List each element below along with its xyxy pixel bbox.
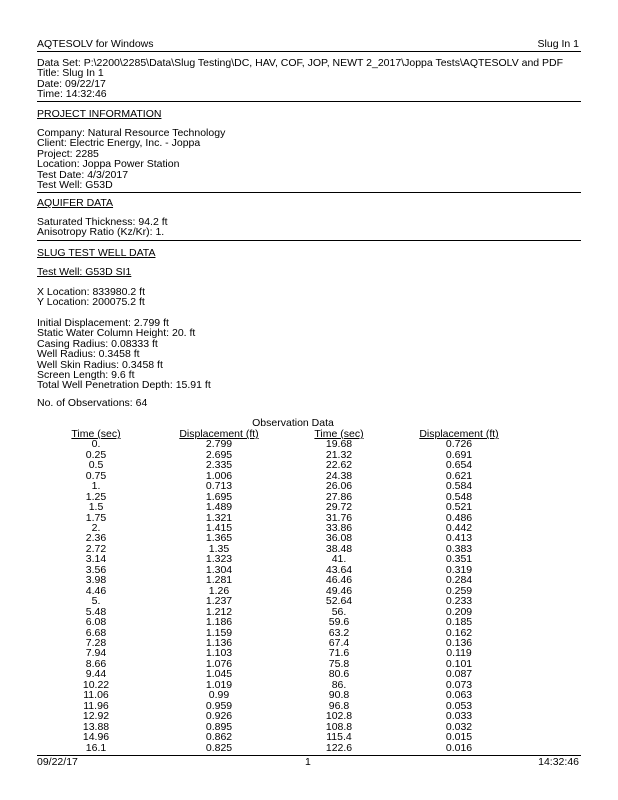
table-cell: 1.186 xyxy=(205,616,233,629)
project-rule xyxy=(37,192,581,193)
table-cell: 26.06 xyxy=(325,480,353,493)
slug-well-radius: Well Radius: 0.3458 ft xyxy=(37,348,140,361)
info-title: Title: Slug In 1 xyxy=(37,67,104,80)
table-cell: 96.8 xyxy=(328,699,350,712)
table-cell: 86. xyxy=(331,678,347,691)
project-section-title: PROJECT INFORMATION xyxy=(37,108,162,120)
table-cell: 0.136 xyxy=(445,637,473,650)
project-number: Project: 2285 xyxy=(37,147,99,160)
table-cell: 1.076 xyxy=(205,657,233,670)
table-cell: 56. xyxy=(331,605,347,618)
table-cell: 0.521 xyxy=(445,501,473,514)
table-cell: 21.32 xyxy=(325,448,353,461)
table-cell: 1.321 xyxy=(205,511,233,524)
table-cell: 1.006 xyxy=(205,469,233,482)
table-cell: 0.548 xyxy=(445,490,473,503)
table-cell: 0.621 xyxy=(445,469,473,482)
project-info xyxy=(37,128,225,190)
footer-page-number: 1 xyxy=(305,756,311,768)
project-company: Company: Natural Resource Technology xyxy=(37,127,226,139)
table-cell: 11.96 xyxy=(83,699,109,712)
slug-x-location: X Location: 833980.2 ft xyxy=(37,286,145,298)
table-cell: 2. xyxy=(91,522,101,535)
table-cell: 29.72 xyxy=(325,501,353,514)
aquifer-anisotropy: Anisotropy Ratio (Kz/Kr): 1. xyxy=(37,226,165,239)
data-set-info xyxy=(37,58,563,100)
table-cell: 75.8 xyxy=(328,657,350,670)
table-cell: 0. xyxy=(91,438,101,451)
table-cell: 0.584 xyxy=(445,480,473,493)
table-cell: 9.44 xyxy=(85,668,107,681)
table-cell: 1.695 xyxy=(205,490,233,503)
table-cell: 67.4 xyxy=(328,637,350,650)
table-cell: 0.654 xyxy=(445,459,473,472)
observation-table-caption: Observation Data xyxy=(252,417,334,429)
table-cell: 6.68 xyxy=(85,626,107,639)
table-cell: 0.119 xyxy=(446,647,472,660)
header-rule xyxy=(37,51,581,52)
slug-total-penetration: Total Well Penetration Depth: 15.91 ft xyxy=(37,379,211,392)
column-displacement-2 xyxy=(416,429,502,753)
table-cell: 1.237 xyxy=(205,595,233,608)
table-cell: 27.86 xyxy=(325,490,353,503)
table-cell: 1.019 xyxy=(205,678,233,691)
table-cell: 0.442 xyxy=(445,522,473,535)
table-cell: 10.22 xyxy=(82,678,110,691)
table-cell: 2.695 xyxy=(205,448,233,461)
info-data-set: Data Set: P:\2200\2285\Data\Slug Testing\DC, HAV, COF, JOP, NEWT 2_2017\Joppa Tests\AQTESOLV and PDF xyxy=(37,57,564,69)
table-cell: 2.36 xyxy=(85,532,107,545)
column-displacement-1 xyxy=(174,429,264,753)
table-cell: 1.304 xyxy=(205,563,233,576)
table-cell: 3.14 xyxy=(85,553,107,566)
table-cell: 52.64 xyxy=(325,595,353,608)
project-test-date: Test Date: 4/3/2017 xyxy=(37,168,129,181)
table-cell: 2.799 xyxy=(205,438,233,451)
table-cell: 46.46 xyxy=(325,574,353,587)
table-cell: 43.64 xyxy=(325,563,353,576)
slug-well-skin-radius: Well Skin Radius: 0.3458 ft xyxy=(37,358,163,371)
table-cell: 41. xyxy=(331,553,347,566)
table-cell: 1.136 xyxy=(205,637,233,650)
slug-location xyxy=(37,287,145,308)
slug-static-water-column: Static Water Column Height: 20. ft xyxy=(37,327,196,340)
table-cell: 0.351 xyxy=(445,553,473,566)
table-cell: 0.713 xyxy=(205,480,233,493)
table-cell: 0.185 xyxy=(445,616,473,629)
table-cell: 1.212 xyxy=(205,605,233,618)
page-label: Slug In 1 xyxy=(537,38,579,50)
table-cell: 3.98 xyxy=(85,574,107,587)
table-cell: 1.365 xyxy=(205,532,233,545)
table-cell: 0.015 xyxy=(445,731,473,744)
table-cell: 122.6 xyxy=(325,741,353,754)
table-cell: 0.032 xyxy=(445,720,473,733)
table-cell: 19.68 xyxy=(325,438,353,451)
table-cell: 115.4 xyxy=(326,731,352,744)
table-cell: 1.045 xyxy=(205,668,233,681)
table-cell: 22.62 xyxy=(325,459,353,472)
aquifer-thickness: Saturated Thickness: 94.2 ft xyxy=(37,216,168,228)
table-cell: 12.92 xyxy=(82,710,110,723)
table-cell: 1.75 xyxy=(85,511,107,524)
table-cell: 7.28 xyxy=(85,637,107,650)
table-cell: 4.46 xyxy=(85,584,107,597)
aquifer-info xyxy=(37,217,168,238)
table-cell: 0.825 xyxy=(205,741,233,754)
table-cell: 16.1 xyxy=(85,741,107,754)
project-test-well: Test Well: G53D xyxy=(37,179,113,192)
table-cell: 1.35 xyxy=(208,542,230,555)
table-cell: 1.25 xyxy=(85,490,107,503)
column-time-2 xyxy=(311,429,367,753)
table-cell: 1.5 xyxy=(88,501,104,514)
table-cell: 1.26 xyxy=(208,584,230,597)
table-cell: 0.259 xyxy=(445,584,473,597)
info-time: Time: 14:32:46 xyxy=(37,88,107,101)
info-rule xyxy=(37,101,581,102)
table-cell: 1.415 xyxy=(205,522,233,535)
table-cell: 59.6 xyxy=(328,616,350,629)
table-cell: 2.72 xyxy=(85,542,107,555)
table-cell: 0.319 xyxy=(445,563,473,576)
table-cell: 8.66 xyxy=(85,657,107,670)
table-cell: 0.75 xyxy=(85,469,107,482)
table-cell: 0.413 xyxy=(445,532,473,545)
table-cell: 0.087 xyxy=(445,668,473,681)
slug-section-title: SLUG TEST WELL DATA xyxy=(37,247,156,259)
table-cell: 36.08 xyxy=(325,532,353,545)
table-cell: 0.383 xyxy=(445,542,473,555)
table-cell: 90.8 xyxy=(328,689,350,702)
info-date: Date: 09/22/17 xyxy=(37,77,106,90)
aquifer-rule xyxy=(37,240,581,241)
column-header: Time (sec) xyxy=(71,428,121,440)
table-cell: 49.46 xyxy=(325,584,353,597)
project-client: Client: Electric Energy, Inc. - Joppa xyxy=(37,137,201,150)
project-location: Location: Joppa Power Station xyxy=(37,158,180,171)
footer-date: 09/22/17 xyxy=(37,756,78,768)
table-cell: 5. xyxy=(91,595,101,608)
table-cell: 11.06 xyxy=(83,689,109,702)
table-cell: 0.073 xyxy=(445,678,473,691)
table-cell: 6.08 xyxy=(85,616,107,629)
table-cell: 71.6 xyxy=(328,647,350,660)
table-cell: 0.486 xyxy=(445,511,473,524)
table-cell: 0.691 xyxy=(445,448,473,461)
table-cell: 1.103 xyxy=(205,647,233,660)
footer-time: 14:32:46 xyxy=(538,756,579,768)
table-cell: 102.8 xyxy=(325,710,353,723)
table-cell: 63.2 xyxy=(328,626,350,639)
column-header: Displacement (ft) xyxy=(179,428,259,440)
table-cell: 80.6 xyxy=(328,668,350,681)
table-cell: 0.726 xyxy=(445,438,473,451)
slug-initial-displacement: Initial Displacement: 2.799 ft xyxy=(37,317,169,329)
slug-y-location: Y Location: 200075.2 ft xyxy=(37,296,145,309)
table-cell: 0.926 xyxy=(205,710,233,723)
table-cell: 0.284 xyxy=(445,574,473,587)
table-cell: 13.88 xyxy=(82,720,110,733)
table-cell: 0.5 xyxy=(88,459,104,472)
table-cell: 2.335 xyxy=(205,459,233,472)
table-cell: 0.101 xyxy=(445,657,473,670)
table-cell: 14.96 xyxy=(82,731,110,744)
table-cell: 0.959 xyxy=(205,699,233,712)
table-cell: 0.895 xyxy=(205,720,233,733)
table-cell: 1.323 xyxy=(205,553,233,566)
table-cell: 0.053 xyxy=(445,699,473,712)
table-cell: 0.033 xyxy=(445,710,473,723)
slug-observation-count: No. of Observations: 64 xyxy=(37,397,148,409)
column-time-1 xyxy=(58,429,134,753)
table-cell: 33.86 xyxy=(325,522,353,535)
table-cell: 0.209 xyxy=(445,605,473,618)
table-cell: 7.94 xyxy=(85,647,107,660)
table-cell: 1.489 xyxy=(205,501,233,514)
app-title: AQTESOLV for Windows xyxy=(37,38,154,50)
table-cell: 38.48 xyxy=(325,542,353,555)
table-cell: 0.233 xyxy=(445,595,473,608)
table-cell: 1.159 xyxy=(205,626,233,639)
slug-parameters xyxy=(37,318,211,391)
table-cell: 24.38 xyxy=(325,469,353,482)
table-cell: 0.016 xyxy=(445,741,473,754)
column-header: Displacement (ft) xyxy=(419,428,499,440)
slug-screen-length: Screen Length: 9.6 ft xyxy=(37,369,135,382)
table-cell: 31.76 xyxy=(325,511,353,524)
table-cell: 0.063 xyxy=(445,689,473,702)
table-cell: 1. xyxy=(91,480,101,493)
slug-test-well: Test Well: G53D SI1 xyxy=(37,266,132,278)
table-cell: 0.25 xyxy=(85,448,107,461)
table-cell: 0.862 xyxy=(205,731,233,744)
aquifer-section-title: AQUIFER DATA xyxy=(37,197,114,209)
column-header: Time (sec) xyxy=(314,428,364,440)
table-cell: 5.48 xyxy=(85,605,107,618)
table-cell: 0.162 xyxy=(445,626,473,639)
table-cell: 0.99 xyxy=(208,689,230,702)
table-cell: 108.8 xyxy=(325,720,353,733)
slug-casing-radius: Casing Radius: 0.08333 ft xyxy=(37,337,158,350)
table-cell: 3.56 xyxy=(85,563,107,576)
table-cell: 1.281 xyxy=(205,574,233,587)
